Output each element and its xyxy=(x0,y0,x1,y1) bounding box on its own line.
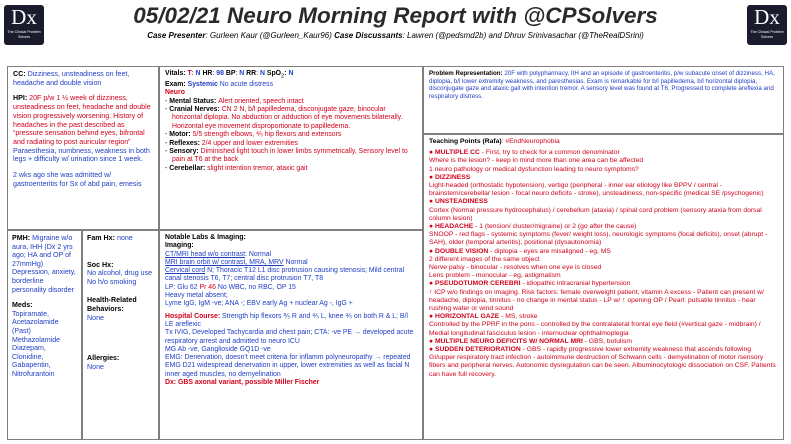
presenter: : Gurleen Kaur (@Gurleen_Kaur96) xyxy=(205,31,335,40)
list-item: - Cerebellar: slight intention tremor, ataxic gait xyxy=(165,164,308,172)
allergies: None xyxy=(87,362,104,371)
labs-imaging-box xyxy=(159,230,423,440)
diagnosis: Dx: GBS axonal variant, possible Miller Fischer xyxy=(165,379,320,387)
teaching-block: ● MULTIPLE NEURO DEFICITS W/ NORMAL MRI - GBS, botulism xyxy=(429,337,632,345)
imaging-cervical: Cervical cord N; Thoracic T12 L1 disc protrusion causing stenosis; Mild central canal stenosis T6, T7; central disc protrusion T7, T8 xyxy=(165,267,405,283)
teaching-block: ● HEADACHE - 1 (tension/ cluster/migraine) or 2 (go after the cause) SNOOP - red flags - systemic symptoms (fever/ weight loss), neurologic symptoms (focal deficits), onset (abrupt - SAH), older (temporal arteritis), positional (dysautonomia) xyxy=(429,223,768,247)
teaching-block: ● UNSTEADINESS Cortex (Normal pressure hydrocephalus) / cerebellum (ataxia) / spinal cord problem (sensory ataxia from dorsal column lesion) xyxy=(429,198,762,222)
imaging-heading: Imaging: xyxy=(165,242,194,250)
logo-text: Dx xyxy=(11,5,37,29)
cc-hpi-box xyxy=(7,66,159,230)
allergies-label: Allergies: xyxy=(87,354,120,363)
logo-left xyxy=(4,5,44,45)
mg-ab: MG Ab -ve, Ganglioside GQ1D -ve xyxy=(165,345,271,353)
pmh-box xyxy=(7,230,82,440)
teaching-block: ● SUDDEN DETERIORATION - GBS - rapidly progressive lower extremity weakness that ascends following GI/upper respiratory tract infection - autoimmune destruction of Schwann cells - demyelination of motor /sensory fibers and peripheral nerves. Autonomic dysregulation can be seen. Albuminocytologic dissociation on CSF. Patients can have full recovery. xyxy=(429,346,776,378)
logo-subtext: The Clinical Problem Solvers xyxy=(7,30,41,39)
behaviors: None xyxy=(87,313,104,322)
teaching-block: ● MULTIPLE CC - First, try to check for a common denominator Where is the lesion? - keep in mind more than one area can be affected 1 neuro pathology or medical dysfunction leading to neuro symptoms? xyxy=(429,149,644,173)
fam-hx: Fam Hx: none xyxy=(87,234,133,242)
hpi-paresthesia: Paraesthesia, numbness, weakness in both legs + difficulty w/ urination since 1 week. xyxy=(13,146,150,164)
social-history-box xyxy=(82,230,159,440)
soc-hx: No alcohol, drug use No h/o smoking xyxy=(87,269,153,286)
logo-subtext: The Clinical Problem Solvers xyxy=(750,30,784,39)
exam: Exam: Systemic No acute distress xyxy=(165,80,274,88)
soc-hx-label: Soc Hx: xyxy=(87,260,114,269)
teaching-block: ● PSEUDOTUMOR CEREBRI - idiopathic intracranial hypertension ↑ ICP w/o findings on imaging. Risk factors: female overweight patient, vitamin A excess - Patient can present w/ headache, diplopia, tinnitus - no change in mental status - LP w/ ↑ opening OP / Pearl: pulsatile tinnitus - hear rushing water or wind sound xyxy=(429,280,764,313)
emg: EMG: Denervation, doesn’t meet criteria for inflamm polyneuropathy → repeated EMG D21 widespread denervation in upper, lower extremities as well as facial N inner aged muscles, no demyelination xyxy=(165,354,411,378)
lp-results: LP: Glu 62 Pr 46 No WBC, no RBC, OP 15 xyxy=(165,283,296,291)
page-title: 05/02/21 Neuro Morning Report with @CPSolvers xyxy=(133,3,658,28)
heavy-metal: Heavy metal absent; xyxy=(165,292,228,300)
labs-heading: Notable Labs & Imaging: xyxy=(165,234,246,241)
discussants-label: Case Discussants xyxy=(334,31,403,40)
presenter-label: Case Presenter xyxy=(147,31,206,40)
teaching-block: ● DOUBLE VISION - diplopia - eyes are misaligned - eg, MS 2 different images of the same object Nerve palsy - binocular - resolves when one eye is closed Lens problem - monocular - eg, astigmatism xyxy=(429,247,611,280)
list-item: - Sensory: Diminished light touch in lower limbs symmetrically, Sensory level to pain at T6 at the back xyxy=(165,148,408,164)
teaching-block: ● HORIZONTAL GAZE - MS, stroke Controlled by the PPRF in the pons - controlled by the contralateral frontal eye field (#vertical gaze - midbrain) / Medial longitudinal fasciculus lesion - internuclear ophthalmoplegia xyxy=(429,313,761,337)
teaching-points-box xyxy=(423,134,784,440)
treatment: Tx IVIG, Developed Tachycardia and chest pain; CTA: -ve PE → developed acute respiratory arrest and admitted to neuro ICU xyxy=(165,329,414,345)
problem-representation-box xyxy=(423,66,784,134)
meds: Topiramate, Acetazolamide (Past) Methazolamide Diazepam, Clonidine, Gabapentin, Nitrofurantoin xyxy=(12,309,61,378)
meds-label: Meds: xyxy=(12,301,33,310)
neuro-exam-list xyxy=(165,98,417,174)
neuro-heading: Neuro xyxy=(165,89,185,97)
list-item: - Mental Status: Alert oriented, speech intact xyxy=(165,97,304,105)
teaching-block: ● DIZZINESS Light-headed (orthostatic hypotension), vertigo (peripheral - inner ear etiology like BPPV / central - brainstem/cerebellar lesion - focal neuro deficits - stroke), unsteadiness, non-specific (medical SE /psychogenic) xyxy=(429,173,764,198)
vitals-exam-box xyxy=(159,66,423,230)
pmh: PMH: Migraine w/o aura, IHH (Dx 2 yrs ago; HA and OP of 27mmHg) Depression, anxiety, borderline personality disorder xyxy=(12,234,76,294)
list-item: - Reflexes: 2/4 upper and lower extremities xyxy=(165,139,298,147)
logo-right xyxy=(747,5,787,45)
serology: Lyme IgG, IgM -ve; ANA -; EBV early Ag + nuclear Ag -, IgG + xyxy=(165,300,353,308)
imaging-ct: CT/MRI head w/o contrast: Normal xyxy=(165,250,272,258)
problem-representation: Problem Representation: 20F with polypharmacy, IIH and an episode of gastroenteritis, p/w subacute onset of dizziness, HA, diplopia, b/l lower extremity weakness, and paresthesias. Exam is remarkable for b/l papilledema, b/l horizontal diplopia, disconjugate gaze and ataxic gait with intention tremor. A sensory level was found at T6. Progressed to complete areflexia and respiratory distress. xyxy=(429,70,775,100)
teaching-heading: Teaching Points (Rafa): #EndNeurophobia xyxy=(429,138,560,145)
list-item: - Motor: 5/5 strength elbows, ⅘ hip flexors and extensors xyxy=(165,131,342,139)
imaging-mri-orbit: MRI brain orbit w/ contrast, MRA, MRV Normal xyxy=(165,258,308,266)
logo-text: Dx xyxy=(754,5,780,29)
hpi: HPI: 20F p/w 1 ½ week of dizziness, unsteadiness on feet, headache and double vision progressively worsening. History of headaches in the past described as “pressure sensation behind eyes, bifrontal and radiating to post auricular region” xyxy=(13,94,151,146)
list-item: - Cranial Nerves: CN 2 N, b/l papilledema, disconjugate gaze, binocular horizontal diplopia. No abduction or adduction of eye movements bilaterally. Horizontal eye movement disproportionate to papilledema. xyxy=(165,106,403,130)
cc: CC: Dizziness, unsteadiness on feet, headache and double vision xyxy=(13,70,130,87)
case-credits xyxy=(50,31,741,40)
behaviors-label: Health-Related Behaviors: xyxy=(87,296,137,313)
discussants: : Lawren (@pedsmd2b) and Dhruv Srinivasachar (@TheRealDSrini) xyxy=(402,31,644,40)
vitals: Vitals: T: N HR: 98 BP: N RR: N SpO$_2$: N xyxy=(165,70,294,80)
hpi-gastro: 2 wks ago she was admitted w/ gastroenteritis for Sx of abd pain, emesis xyxy=(13,171,142,188)
hospital-course: Hospital Course: Strength hip flexors ⅗ R and ⅘ L, knee ⅘ on both R & L; B/l LE areflexic xyxy=(165,312,408,328)
